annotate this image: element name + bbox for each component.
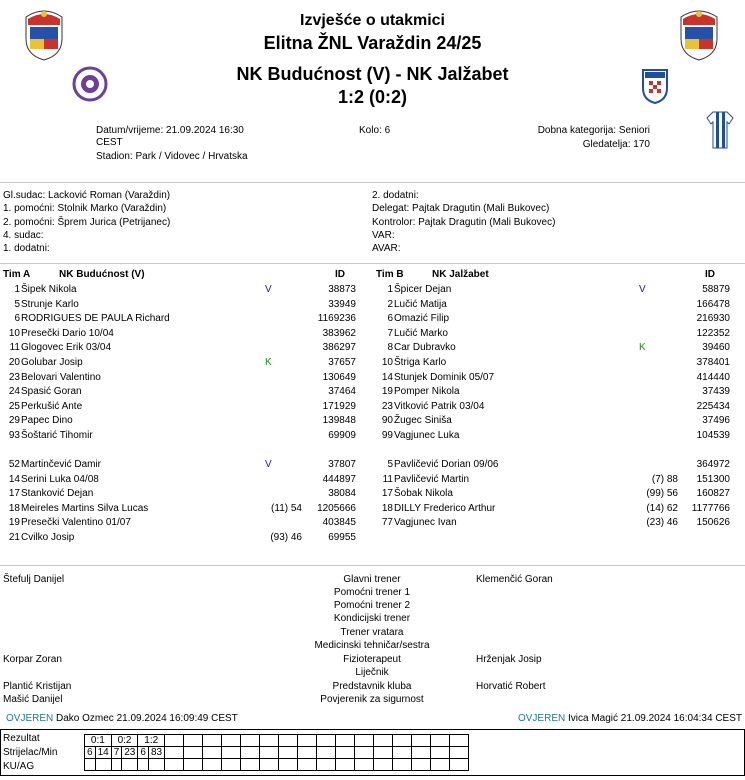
player-number: 23 [8, 371, 20, 383]
scorer-cell: 7 [111, 747, 122, 759]
player-name: Vitković Patrik 03/04 [394, 400, 485, 412]
substitution-info: (99) 56 [646, 488, 678, 500]
match-datetime: Datum/vrijeme: 21.09.2024 16:30 [96, 125, 244, 136]
player-id: 225434 [696, 400, 730, 412]
league-title: Elitna ŽNL Varaždin 24/25 [263, 33, 482, 53]
scorer-cell: 23 [122, 747, 138, 759]
player-name: Šobak Nikola [394, 488, 453, 500]
player-number: 5 [14, 298, 20, 310]
player-number: 10 [381, 357, 393, 368]
row-label-cards: KU/AG [3, 761, 35, 772]
player-number: 11 [9, 342, 20, 354]
team-b-physio: Hrženjak Josip [476, 654, 542, 665]
player-name: Pomper Nikola [394, 386, 460, 398]
player-id: 37464 [328, 386, 356, 398]
staff-role: Pomoćni trener 2 [333, 600, 411, 611]
verified-by: Dako Ozmec 21.09.2024 16:09:49 CEST [56, 713, 238, 724]
player-name: Car Dubravko [394, 342, 456, 354]
goalkeeper-mark: V [265, 459, 272, 470]
team-a-id-header: ID [335, 269, 345, 280]
player-id: 386297 [322, 342, 356, 354]
staff-role: Pomoćni trener 1 [333, 587, 411, 598]
official-line: 2. pomoćni: Šprem Jurica (Petrijanec) [3, 216, 171, 228]
player-id: 139848 [322, 415, 356, 427]
player-name: Martinčević Damir [21, 459, 102, 470]
player-id: 122352 [696, 327, 730, 339]
player-number: 52 [8, 459, 20, 470]
player-name: Vagjunec Ivan [394, 517, 457, 529]
player-id: 364972 [696, 459, 730, 470]
player-id: 58879 [702, 284, 730, 295]
match-round: Kolo: 6 [359, 125, 391, 136]
official-line: Delegat: Pajtak Dragutin (Mali Bukovec) [372, 203, 550, 215]
match-title: NK Budućnost (V) - NK Jalžabet [236, 64, 509, 84]
score-table-box [0, 729, 745, 776]
team-b-id-header: ID [705, 269, 715, 280]
player-number: 6 [14, 313, 20, 325]
player-id: 444897 [322, 473, 356, 485]
substitution-info: (14) 62 [646, 502, 678, 514]
player-name: Lučić Matija [394, 298, 447, 310]
player-id: 216930 [696, 313, 730, 325]
player-id: 69955 [328, 532, 356, 543]
player-name: Šipek Nikola [21, 284, 77, 295]
player-number: 17 [381, 488, 393, 500]
team-b-name: NK Jalžabet [432, 269, 489, 280]
player-number: 25 [8, 400, 20, 412]
substitution-info: (11) 54 [271, 502, 302, 514]
player-id: 171929 [322, 400, 356, 412]
report-title: Izvješće o utakmici [300, 12, 445, 29]
player-name: Glogovec Erik 03/04 [21, 342, 112, 354]
player-number: 93 [8, 430, 20, 441]
official-line: 2. dodatni: [372, 190, 419, 201]
team-a-label: Tim A [3, 269, 31, 280]
player-number: 99 [381, 430, 393, 441]
match-timezone: CEST [96, 137, 123, 148]
player-number: 18 [8, 502, 20, 514]
staff-role: Trener vratara [340, 627, 404, 638]
player-id: 69909 [328, 430, 356, 441]
player-id: 403845 [322, 517, 356, 529]
player-id: 166478 [696, 298, 730, 310]
substitution-info: (93) 46 [270, 532, 302, 543]
player-number: 8 [387, 342, 393, 354]
team-b-head-coach: Klemenčić Goran [476, 574, 553, 585]
team-b-label: Tim B [376, 269, 404, 280]
official-line: 4. sudac: [3, 229, 44, 241]
staff-role: Predstavnik kluba [332, 681, 412, 692]
player-number: 10 [8, 327, 20, 339]
score-grid [84, 734, 469, 771]
player-id: 151300 [696, 473, 730, 485]
player-id: 37439 [702, 386, 730, 398]
player-id: 38873 [328, 284, 356, 295]
player-number: 19 [381, 386, 393, 398]
substitution-info: (23) 46 [646, 517, 678, 529]
player-name: DILLY Frederico Arthur [394, 502, 496, 514]
player-number: 90 [381, 415, 393, 427]
player-name: Golubar Josip [21, 357, 83, 368]
player-id: 38084 [328, 488, 356, 500]
team-a-security: Mašić Danijel [3, 694, 63, 705]
player-name: Strunje Karlo [21, 298, 79, 310]
player-id: 160827 [696, 488, 730, 500]
divider [0, 565, 745, 566]
player-id: 414440 [696, 371, 730, 383]
result-cell: 0:2 [111, 735, 138, 747]
staff-role: Povjerenik za sigurnost [320, 694, 424, 705]
player-name: Presečki Valentino 01/07 [21, 517, 131, 529]
match-score: 1:2 (0:2) [337, 87, 408, 107]
staff-role: Fizioterapeut [343, 654, 401, 665]
team-a-club-rep: Plantić Kristijan [3, 681, 72, 692]
player-number: 24 [8, 386, 20, 398]
official-line: AVAR: [372, 243, 401, 255]
player-id: 33949 [328, 298, 356, 310]
goalkeeper-mark: V [639, 284, 646, 295]
player-name: Pavličević Dorian 09/06 [394, 459, 499, 470]
player-name: Meireles Martins Silva Lucas [21, 502, 149, 514]
player-number: 77 [381, 517, 393, 529]
player-name: Presečki Dario 10/04 [21, 327, 114, 339]
player-name: Stanković Dejan [21, 488, 94, 500]
player-id: 37657 [328, 357, 356, 368]
verification-left [6, 713, 238, 725]
substitution-info: (7) 88 [651, 473, 678, 485]
player-id: 1169236 [317, 313, 356, 325]
team-a-name: NK Budućnost (V) [59, 269, 145, 280]
player-name: Vagjunec Luka [394, 430, 460, 441]
player-number: 1 [387, 284, 393, 295]
row-label-scorer: Strijelac/Min [3, 747, 58, 758]
player-name: Belovari Valentino [21, 371, 101, 383]
captain-mark: K [639, 342, 646, 354]
player-number: 5 [387, 459, 393, 470]
player-id: 104539 [696, 430, 730, 441]
player-number: 2 [387, 298, 393, 310]
player-name: RODRIGUES DE PAULA Richard [21, 313, 170, 325]
divider [0, 263, 745, 264]
player-name: Papec Dino [21, 415, 73, 427]
player-id: 39460 [702, 342, 730, 354]
team-b-club-rep: Horvatić Robert [476, 681, 546, 692]
player-id: 1177766 [691, 502, 730, 514]
player-name: Spasić Goran [21, 386, 82, 398]
player-number: 29 [8, 415, 20, 427]
player-id: 150626 [696, 517, 730, 529]
player-number: 21 [8, 532, 20, 543]
player-name: Žugec Siniša [394, 415, 452, 427]
player-number: 23 [381, 400, 393, 412]
verified-by: Ivica Magić 21.09.2024 16:04:34 CEST [568, 713, 742, 724]
player-name: Štriga Karlo [394, 357, 447, 368]
player-name: Perkušić Ante [21, 400, 83, 412]
jersey-icon [705, 110, 735, 150]
player-number: 11 [382, 473, 393, 485]
player-id: 37807 [328, 459, 356, 470]
match-venue: Stadion: Park / Vidovec / Hrvatska [96, 151, 248, 162]
scorer-cell: 6 [85, 747, 96, 759]
player-number: 7 [387, 327, 393, 339]
result-cell: 1:2 [138, 735, 165, 747]
staff-role: Liječnik [355, 667, 389, 678]
player-number: 14 [381, 371, 393, 383]
team-a-head-coach: Štefulj Danijel [3, 574, 65, 585]
goalkeeper-mark: V [265, 284, 272, 295]
official-line: 1. dodatni: [3, 243, 50, 255]
official-line: Kontrolor: Pajtak Dragutin (Mali Bukovec) [372, 216, 556, 228]
player-id: 378401 [696, 357, 730, 368]
official-line: VAR: [372, 229, 395, 241]
player-number: 14 [8, 473, 20, 485]
player-id: 130649 [322, 371, 356, 383]
player-name: Stunjek Dominik 05/07 [394, 371, 495, 383]
staff-role: Kondicijski trener [333, 613, 411, 624]
player-name: Serini Luka 04/08 [21, 473, 99, 485]
player-name: Lučić Marko [394, 327, 448, 339]
captain-mark: K [265, 357, 272, 368]
player-name: Šoštarić Tihomir [21, 430, 93, 441]
player-id: 37496 [702, 415, 730, 427]
result-cell: 0:1 [85, 735, 112, 747]
player-id: 1205666 [317, 502, 356, 514]
official-line: 1. pomoćni: Stolnik Marko (Varaždin) [3, 203, 167, 215]
age-category: Dobna kategorija: Seniori [537, 125, 650, 136]
player-number: 17 [8, 488, 20, 500]
team-a-physio: Korpar Zoran [3, 654, 62, 665]
player-number: 20 [8, 357, 20, 368]
scorer-cell: 6 [138, 747, 149, 759]
player-number: 6 [387, 313, 393, 325]
player-name: Špicer Dejan [394, 284, 452, 295]
spectators: Gledatelja: 170 [582, 139, 650, 150]
verified-label: OVJEREN [6, 713, 54, 724]
scorer-cell: 83 [148, 747, 164, 759]
player-id: 383962 [322, 327, 356, 339]
official-line: Gl.sudac: Lacković Roman (Varaždin) [3, 190, 171, 201]
player-name: Omazić Filip [394, 313, 450, 325]
player-number: 19 [8, 517, 20, 529]
scorer-cell: 14 [95, 747, 111, 759]
player-number: 1 [14, 284, 20, 295]
verified-label: OVJEREN [517, 713, 566, 724]
player-number: 18 [381, 502, 393, 514]
verification-right [440, 713, 742, 725]
staff-role: Medicinski tehničar/sestra [314, 640, 430, 651]
player-name: Pavličević Martin [394, 473, 470, 485]
player-name: Cvilko Josip [21, 532, 75, 543]
divider [0, 182, 745, 183]
row-label-result: Rezultat [3, 733, 40, 744]
staff-role: Glavni trener [343, 574, 401, 585]
